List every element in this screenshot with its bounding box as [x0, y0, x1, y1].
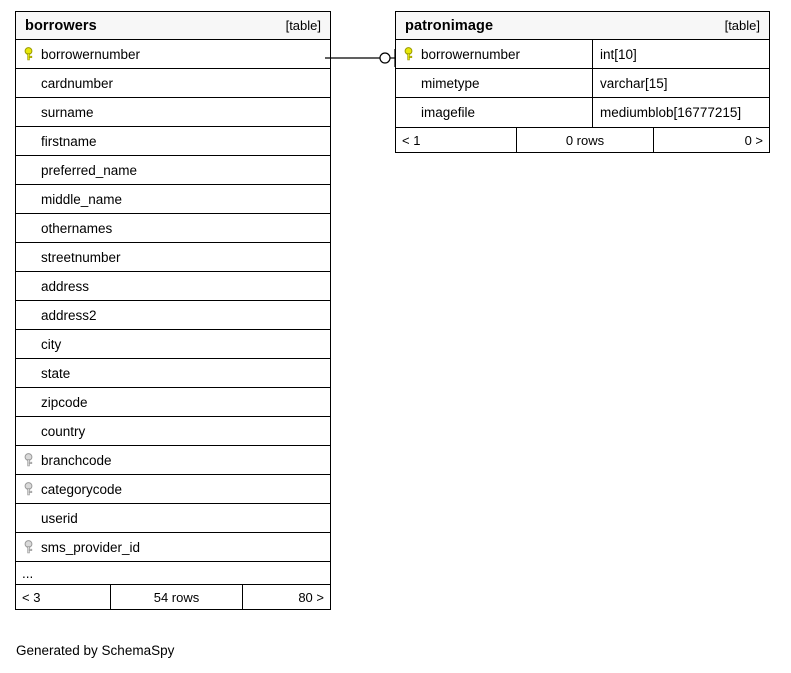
diagram-caption: Generated by SchemaSpy: [16, 643, 175, 658]
column-cell: [16, 388, 330, 416]
column-label: sms_provider_id: [41, 539, 141, 555]
column-cell: [396, 40, 592, 68]
column-cell: [16, 156, 330, 184]
table-patronimage[interactable]: [395, 11, 770, 153]
table-row[interactable]: [396, 69, 769, 98]
table-borrowers-header: [16, 12, 330, 40]
column-label: mimetype: [421, 75, 480, 91]
column-cell: [16, 127, 330, 155]
table-patronimage-rows: [396, 40, 769, 127]
relationship-connector: [325, 40, 405, 76]
table-patronimage-header: [396, 12, 769, 40]
column-cell: [396, 69, 592, 97]
column-label: zipcode: [41, 394, 88, 410]
column-cell: [16, 475, 330, 503]
column-cell: [16, 69, 330, 97]
column-label: streetnumber: [41, 249, 121, 265]
column-cell: [396, 98, 592, 127]
column-label: surname: [41, 104, 94, 120]
column-label: firstname: [41, 133, 97, 149]
table-borrowers[interactable]: [15, 11, 331, 610]
column-cell: [16, 185, 330, 213]
column-label: preferred_name: [41, 162, 138, 178]
table-row[interactable]: [16, 243, 330, 272]
column-label: middle_name: [41, 191, 123, 207]
column-label: state: [41, 365, 71, 381]
table-borrowers-tag: [table]: [285, 18, 321, 33]
primary-key-icon: [23, 47, 41, 61]
table-row[interactable]: [16, 504, 330, 533]
column-label: categorycode: [41, 481, 123, 497]
table-row[interactable]: [16, 185, 330, 214]
table-row[interactable]: [16, 69, 330, 98]
column-type: int[10]: [592, 40, 769, 68]
table-row[interactable]: [396, 98, 769, 127]
column-cell: [16, 272, 330, 300]
column-cell: [16, 359, 330, 387]
column-label: country: [41, 423, 86, 439]
table-row[interactable]: [16, 214, 330, 243]
table-row[interactable]: [16, 40, 330, 69]
column-label: userid: [41, 510, 78, 526]
column-cell: [16, 417, 330, 445]
table-patronimage-footer: [396, 127, 769, 152]
column-cell: [16, 446, 330, 474]
table-row[interactable]: [16, 417, 330, 446]
footer-children-count[interactable]: 0 >: [744, 132, 763, 148]
column-cell: [16, 504, 330, 532]
column-label: address: [41, 278, 90, 294]
table-borrowers-footer: [16, 584, 330, 609]
more-columns-indicator: ...: [16, 562, 330, 584]
table-row[interactable]: [16, 359, 330, 388]
table-row[interactable]: [16, 272, 330, 301]
table-row[interactable]: [16, 475, 330, 504]
primary-key-icon: [403, 47, 421, 61]
table-row[interactable]: [16, 330, 330, 359]
table-patronimage-title: patronimage: [405, 17, 494, 34]
table-patronimage-tag: [table]: [724, 18, 760, 33]
table-row[interactable]: [16, 388, 330, 417]
footer-parents-count[interactable]: < 1: [402, 132, 421, 148]
table-row[interactable]: [16, 533, 330, 562]
column-label: branchcode: [41, 452, 112, 468]
column-label: borrowernumber: [41, 46, 141, 62]
table-row[interactable]: [396, 40, 769, 69]
column-label: imagefile: [421, 105, 476, 120]
column-cell: [16, 330, 330, 358]
column-cell: [16, 533, 330, 561]
footer-row-count: 0 rows: [516, 128, 654, 152]
column-cell: [16, 243, 330, 271]
table-borrowers-title: borrowers: [25, 17, 97, 34]
table-row[interactable]: [16, 446, 330, 475]
table-row[interactable]: [16, 301, 330, 330]
foreign-key-icon: [23, 453, 41, 467]
table-borrowers-rows: [16, 40, 330, 584]
column-cell: [16, 301, 330, 329]
table-row[interactable]: [16, 127, 330, 156]
column-label: borrowernumber: [421, 46, 521, 62]
column-cell: [16, 98, 330, 126]
column-cell: [16, 40, 330, 68]
footer-row-count: 54 rows: [110, 585, 243, 609]
column-type: varchar[15]: [592, 69, 769, 97]
footer-parents-count[interactable]: < 3: [22, 589, 41, 605]
column-label: cardnumber: [41, 75, 114, 91]
column-label: city: [41, 336, 62, 352]
foreign-key-icon: [23, 482, 41, 496]
column-label: othernames: [41, 220, 113, 236]
table-row[interactable]: [16, 156, 330, 185]
table-row[interactable]: [16, 98, 330, 127]
column-cell: [16, 214, 330, 242]
footer-children-count[interactable]: 80 >: [298, 589, 324, 605]
foreign-key-icon: [23, 540, 41, 554]
column-type: mediumblob[16777215]: [592, 98, 769, 127]
column-label: address2: [41, 307, 97, 323]
